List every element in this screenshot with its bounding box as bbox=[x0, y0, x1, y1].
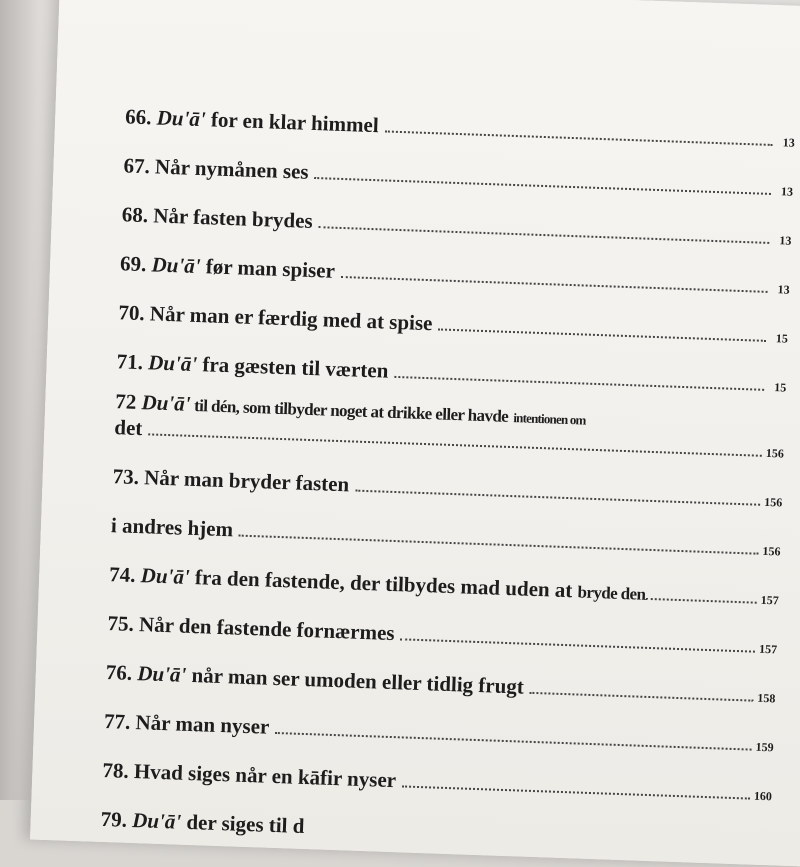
entry-text: det bbox=[114, 415, 143, 441]
book-page bbox=[30, 0, 800, 867]
entry-text: 69. Du'ā' før man spiser bbox=[119, 251, 336, 283]
entry-text: 76. Du'ā' når man ser umoden eller tidlig frugt bbox=[105, 660, 525, 699]
entry-text: 68. Når fasten brydes bbox=[121, 202, 314, 233]
entry-text: 75. Når den fastende fornærmes bbox=[107, 611, 396, 646]
entry-text: 78. Hvad siges når en kāfir nyser bbox=[102, 757, 397, 793]
entry-text: 77. Når man nyser bbox=[103, 709, 270, 739]
page-number: 157 bbox=[758, 641, 778, 657]
page-number: 158 bbox=[757, 690, 776, 706]
entry-text: i andres hjem bbox=[110, 513, 234, 542]
entry-text: 79. Du'ā' der siges til d bbox=[100, 806, 305, 839]
page-number: 156 bbox=[763, 494, 783, 510]
page-number: 156 bbox=[762, 543, 781, 559]
entry-text: 73. Når man bryder fasten bbox=[112, 464, 350, 497]
entry-text: 74. Du'ā' fra den fastende, der tilbydes mad uden at bryde den bbox=[108, 562, 646, 604]
page-number: 159 bbox=[755, 739, 774, 755]
page-number: 15 bbox=[773, 380, 787, 395]
page-number: 13 bbox=[779, 233, 792, 248]
page-number: 156 bbox=[765, 445, 785, 461]
entry-text: 67. Når nymånen ses bbox=[123, 153, 310, 184]
page-number: 157 bbox=[760, 592, 780, 608]
page-number: 15 bbox=[775, 331, 789, 346]
leader-dots bbox=[646, 597, 757, 604]
page-number: 13 bbox=[780, 184, 794, 199]
entry-text: 71. Du'ā' fra gæsten til værten bbox=[116, 349, 389, 383]
page-number: 160 bbox=[753, 788, 773, 804]
page-number: 13 bbox=[777, 282, 790, 297]
table-of-contents bbox=[100, 80, 796, 855]
entry-text: 70. Når man er færdig med at spise bbox=[118, 300, 433, 336]
leader-dots bbox=[530, 691, 754, 702]
page-number: 13 bbox=[782, 135, 796, 150]
entry-text: 66. Du'ā' for en klar himmel bbox=[124, 104, 380, 138]
entry-text: 72 Du'ā' til dén, som tilbyder noget at drikke eller havde intentionen om bbox=[114, 389, 586, 428]
